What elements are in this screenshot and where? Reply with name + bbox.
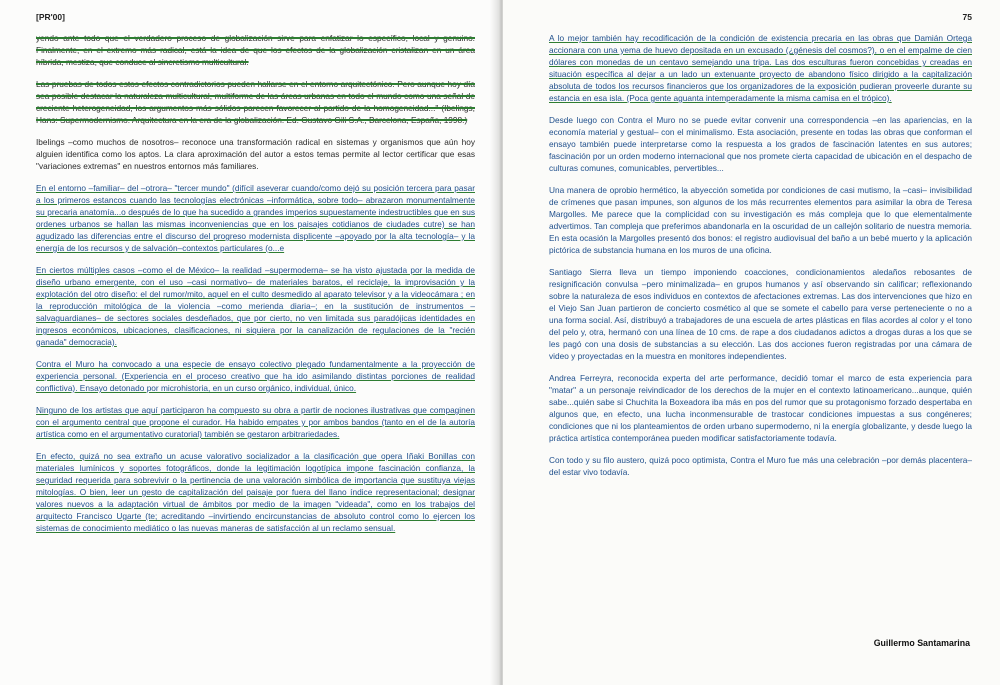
paragraph-1: yendo ante todo que el verdadero proceso de globalización sirve para enfatizar lo específico, local y genuino. Finalmente, en el extremo más radical, está la idea de que los efectos de la globalización cristalizan en un área híbrida, mestiza, que conduce al sincretismo multicultural.	[36, 33, 475, 67]
running-header: [PR'00]	[36, 12, 65, 22]
paragraph-3: Ibelings –como muchos de nosotros– reconoce una transformación radical en sistemas y organismos que aún hoy alguien identifica como los aptos. La clara aproximación del autor a estos temas permite al lector certificar que esas "variaciones extremas" en nuestros entornos más familiares.	[36, 137, 475, 171]
paragraph-5: En ciertos múltiples casos –como el de México– la realidad –supermoderna– se ha visto ajustada por la medida de diseño urbano emergente, con el uso –casi normativo– de materiales baratos, el reciclaje, la improvisación y la explotación del otro diseño: el del rumor/mito, aquel en el culto desmedido al aparato televisor y a la videocámara ; en la reproducción mitológica de la violencia –como merienda diaria–; en la sustitución de instrumentos –salvaguardianes– de sectores sociales desdeñados, que por cierto, no ven limitada sus paradójicas identidades en ingresos económicos, ubicaciones, clasificaciones, ni siquiera por la canalización de regulaciones de la "recién ganada" democracia).	[36, 265, 475, 347]
paragraph-2: Las pruebas de todos estos efectos contradictorios pueden hallarse en el entorno arquitectónico. Pero aunque hoy día sea posible destacar la naturaleza multicultural, multiforme de las áreas urbanas en todo el mundo como una señal de creciente heterogeneidad, los argumentos más sólidos parecen favorecer al partido de la homogeneidad..." (Ibelings, Hans: Supermodernismo. Arquitectura en la era de la globalización. Ed. Gustavo Gili S.A., Barcelona, España, 1998.)	[36, 79, 475, 125]
paragraph-10: Desde luego con Contra el Muro no se puede evitar convenir una correspondencia –en las apariencias, en la economía material y gestual– con el minimalismo. Esta asociación, presente en todas las obras que conforman el ensayo también puede interpretarse como la respuesta a los grados de fascinación latentes en sus autores; fascinación por un orden moderno internacional que nos promete cierta capacidad de ubicación en el despacho de culturas comunes, comunicables, pervertibles...	[549, 115, 972, 173]
paragraph-6: Contra el Muro ha convocado a una especie de ensayo colectivo plegado fundamentalmente a la proyección de experiencia personal. (Experiencia en el proceso creativo que ha ido asimilando distintas porciones de realidad conflictiva). Ensayo detonado por microhistoria, en un curso orgánico, individual, único.	[36, 359, 475, 393]
paragraph-14: Con todo y su filo austero, quizá poco optimista, Contra el Muro fue más una celebración –por demás placentera– del estar vivo todavía.	[549, 455, 972, 477]
paragraph-13: Andrea Ferreyra, reconocida experta del arte performance, decidió tomar el marco de esta experiencia para "matar" a un personaje reivindicador de los derechos de la mujer en el contexto latinoamericano...aunque, quién sabe...quién sabe si Chuchita la Boxeadora iba más en pos del rumor que su protagonismo forzado despertaba en algunos que, en efecto, una lucha inconmensurable de trastocar condiciones impuestas a sus congéneres; condiciones que ni los planteamientos de orden urbano supermoderno, ni la energía globalizante, y desde luego la práctica artística contemporánea pueden modificar satisfactoriamente todavía.	[549, 373, 972, 443]
page-number: 75	[962, 12, 972, 22]
right-body	[549, 32, 972, 478]
paragraph-9: A lo mejor también hay recodificación de la condición de existencia precaria en las obras que Damián Ortega accionara con una yema de huevo depositada en un excusado (¿génesis del cosmos?), o en el empalme de cien dólares con monedas de un centavo semejando una tripa. Las dos esculturas fueron concebidas y creadas en situación específica al dejar a un lado un extenuante proyecto de abandono físico dirigido a la capitalización absoluta de todos los recursos financieros que los organizadores de la exposición pudieran proveerle durante su estancia en esa isla. (Poca gente aguanta intemperadamente la misma camisa en el trópico).	[549, 33, 972, 103]
paragraph-4: En el entorno –familiar– del –otrora– "tercer mundo" (difícil aseverar cuando/como dejó su posición tercera para pasar a los primeros estancos cuando las tecnologías electrónicas –informática, sobre todo– abrazaron monumentalmente su precaria anatomía...o después de lo que ha sucedido a grandes imperios supuestamente indestructibles que en sus ordenes urbanos se hallan las mismas inconveniencias que en los paisajes cotidianos de ciudades cutre) se han agudizado las diferencias entre el discurso del progreso modernista displicente –apoyado por la alta tecnología– y la energía de los recursos y de salvación–contextos particulares (o...e	[36, 183, 475, 253]
paragraph-11: Una manera de oprobio hermético, la abyección sometida por condiciones de casi mutismo, la –casi– invisibilidad de crímenes que pasan impunes, son algunos de los más recurrentes elementos para asimilar la obra de Teresa Margolles. Me parece que la complicidad con su investigación es más compleja que lo que elementalmente advertimos. Tan compleja que preferimos abandonarla en la oscuridad de un callejón solitario de nuestra memoria. En esta ocasión la Margolles presentó dos bonos: el registro audiovisual del baño a un bebé muerto y la aplicación pictórica de substancia humana en los muros de una oficina.	[549, 185, 972, 255]
paragraph-12: Santiago Sierra lleva un tiempo imponiendo coacciones, condicionamientos aledaños rebosantes de resignificación convulsa –pero minimalizada– en grupos humanos y así observando sin calificar; reflexionando sobre la naturaleza de esos individuos en contextos de afectaciones extremas. Las dos intervenciones que hizo en el Viejo San Juan partieron de concierto cosmético al que se somete el cabello para verse perteneciente o no a una forma social. Así, distribuyó a trabajadores de una escuela de artes plásticas en filas acordes al color y el tono del pelo y, otra, hermanó con una línea de 10 cms. de rape a dos ciudadanos adictos a drogas duras a los que se les pagó con una dosis de substancias a su elección. Las dos acciones fueron registradas por una cámara de video y proyectadas en la muestra en monitores independientes.	[549, 267, 972, 361]
paragraph-7: Ninguno de los artistas que aquí participaron ha compuesto su obra a partir de nociones ilustrativas que compaginen con el argumento central que propone el curador. Ha habido empates y por ambos bandos (tanto en el de la autoría artística como en el argumentativo curatorial) también se gestaron arbitrariedades.	[36, 405, 475, 439]
paragraph-8: En efecto, quizá no sea extraño un acuse valorativo socializador a la clasificación que opera Iñaki Bonillas con materiales lumínicos y soportes fotográficos, donde la legitimación logotípica impone fascinación confianza, la seguridad requerida para sobrevivir o la pertinencia de una valoración simbólica de importancia que sustituya viejas mitologías. O bien, leer un gesto de capitalización del paisaje por fuera del llano índice representacional; designar valores nuevos a la adaptación virtual de ámbitos por medio de la imagen "videada", como en los trabajos del arquitecto Francisco Ugarte (te; acreditando –invirtiendo encircunstancias de absoluto control como lo ejercen los sistemas de conocimiento mediático o las nuevas maneras de satisfacción al un reclamo sensual.	[36, 451, 475, 533]
right-page	[503, 0, 1000, 685]
left-page	[0, 0, 497, 685]
author-signature: Guillermo Santamarina	[873, 638, 970, 648]
left-body	[36, 32, 475, 534]
